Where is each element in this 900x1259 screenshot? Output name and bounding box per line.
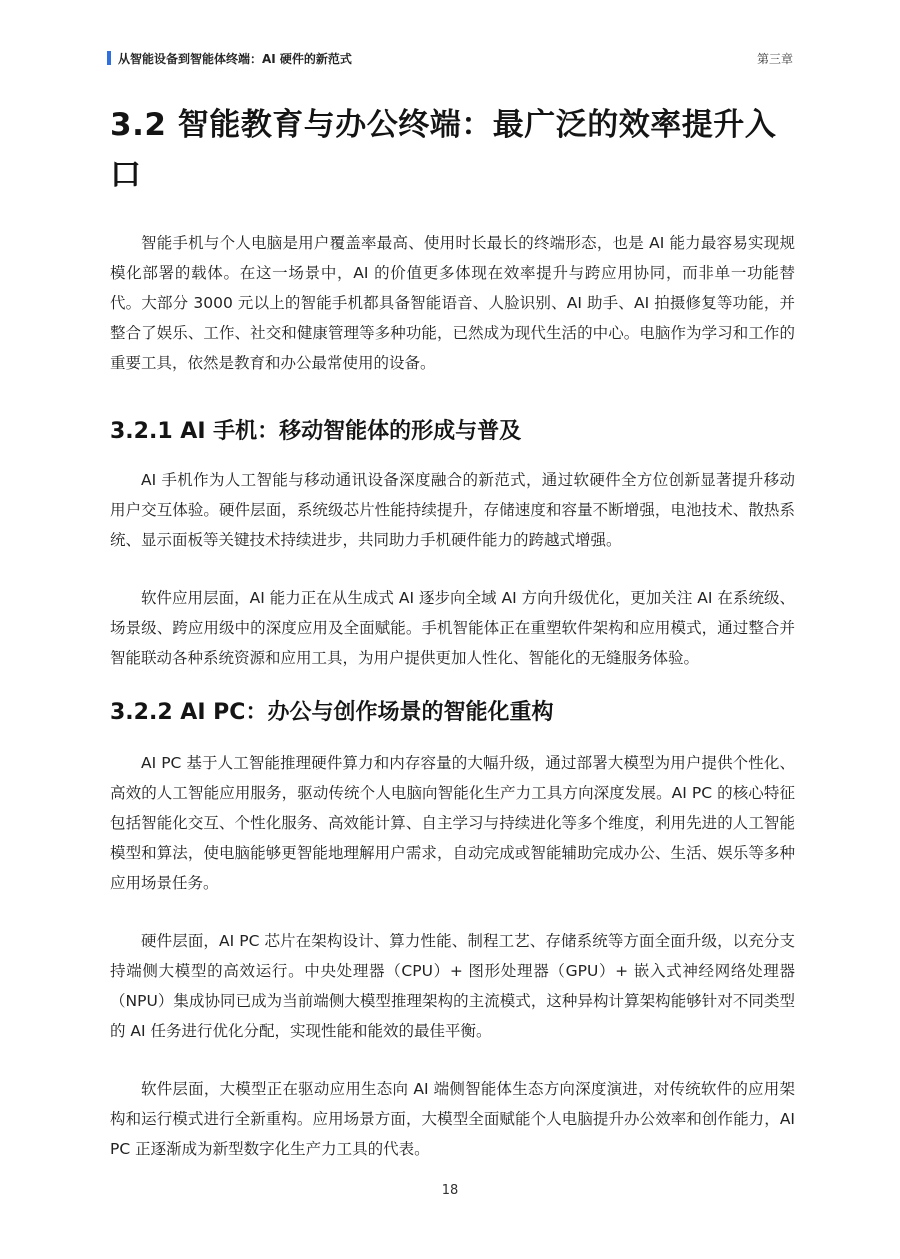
chapter-label: 第三章 xyxy=(756,51,793,66)
ai-pc-paragraph-3: 软件层面，大模型正在驱动应用生态向 AI 端侧智能体生态方向深度演进，对传统软件的应用架构和运行模式进行全新重构。应用场景方面，大模型全面赋能个人电脑提升办公效率和创作能力，AI PC 正逐渐成为新型数字化生产力工具的代表。 xyxy=(110,1080,795,1158)
page-content xyxy=(110,100,795,1164)
subsection-heading-ai-phone: 3.2.1 AI 手机：移动智能体的形成与普及 xyxy=(110,419,522,444)
page-number: 18 xyxy=(441,1183,459,1198)
header-accent-bar xyxy=(107,51,111,65)
ai-phone-paragraph-1: AI 手机作为人工智能与移动通讯设备深度融合的新范式，通过软硬件全方位创新显著提升移动用户交互体验。硬件层面，系统级芯片性能持续提升，存储速度和容量不断增强，电池技术、散热系统、显示面板等关键技术持续进步，共同助力手机硬件能力的跨越式增强。 xyxy=(110,471,795,549)
intro-paragraph: 智能手机与个人电脑是用户覆盖率最高、使用时长最长的终端形态，也是 AI 能力最容易实现规模化部署的载体。在这一场景中，AI 的价值更多体现在效率提升与跨应用协同，而非单一功能替代。大部分 3000 元以上的智能手机都具备智能语音、人脸识别、AI 助手、AI 拍摄修复等功能，并整合了娱乐、工作、社交和健康管理等多种功能，已然成为现代生活的中心。电脑作为学习和工作的重要工具，依然是教育和办公最常使用的设备。 xyxy=(110,234,795,372)
subsection-heading-ai-pc: 3.2.2 AI PC：办公与创作场景的智能化重构 xyxy=(110,700,554,725)
ai-phone-paragraph-2: 软件应用层面，AI 能力正在从生成式 AI 逐步向全域 AI 方向升级优化，更加关注 AI 在系统级、场景级、跨应用级中的深度应用及全面赋能。手机智能体正在重塑软件架构和应用模式，通过整合并智能联动各种系统资源和应用工具，为用户提供更加人性化、智能化的无缝服务体验。 xyxy=(110,589,795,667)
ai-pc-paragraph-1: AI PC 基于人工智能推理硬件算力和内存容量的大幅升级，通过部署大模型为用户提供个性化、高效的人工智能应用服务，驱动传统个人电脑向智能化生产力工具方向深度发展。AI PC 的核心特征包括智能化交互、个性化服务、高效能计算、自主学习与持续进化等多个维度，利用先进的人工智能模型和算法，使电脑能够更智能地理解用户需求，自动完成或智能辅助完成办公、生活、娱乐等多种应用场景任务。 xyxy=(110,754,795,892)
running-header-left xyxy=(107,50,352,67)
ai-pc-paragraph-2: 硬件层面，AI PC 芯片在架构设计、算力性能、制程工艺、存储系统等方面全面升级，以充分支持端侧大模型的高效运行。中央处理器（CPU）+ 图形处理器（GPU）+ 嵌入式神经网络处理器（NPU）集成协同已成为当前端侧大模型推理架构的主流模式，这种异构计算架构能够针对不同类型的 AI 任务进行优化分配，实现性能和能效的最佳平衡。 xyxy=(110,932,795,1040)
section-title: 3.2 智能教育与办公终端：最广泛的效率提升入口 xyxy=(110,107,777,193)
running-header-title: 从智能设备到智能体终端：AI 硬件的新范式 xyxy=(118,51,352,66)
running-header xyxy=(107,48,793,68)
